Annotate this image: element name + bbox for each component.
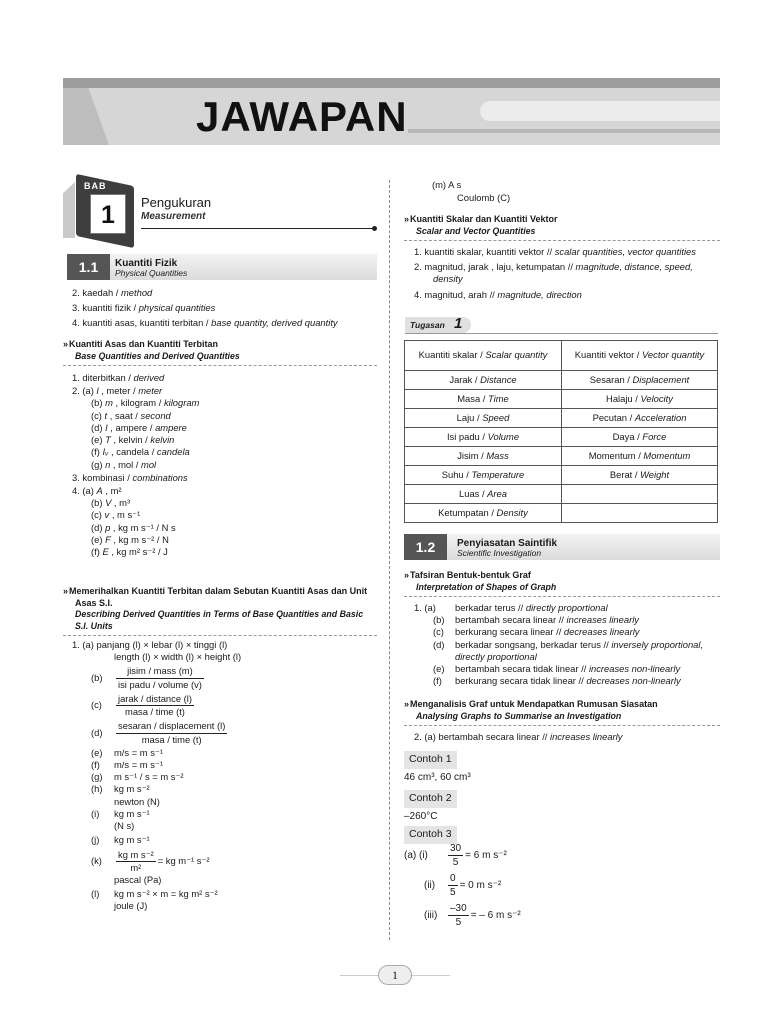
table-row: Laju / Speed Pecutan / Acceleration xyxy=(405,409,718,428)
contoh-answer: 46 cm³, 60 cm³ xyxy=(404,772,471,783)
table-row: Suhu / Temperature Berat / Weight xyxy=(405,466,718,485)
list-item: 2. (a) l , meter / meter xyxy=(72,385,163,397)
derived-answers xyxy=(72,639,372,913)
list-item: 2. magnitud, jarak , laju, ketumpatan // magnitude, distance, speed, xyxy=(414,261,693,273)
contoh-tag: Contoh 1 xyxy=(404,751,457,769)
list-item: (b) m , kilogram / kilogram xyxy=(91,397,200,409)
answer-list xyxy=(414,246,720,301)
section-subtitle: Scientific Investigation xyxy=(457,548,542,558)
table-header: Kuantiti vektor / Vector quantity xyxy=(562,341,718,371)
list-item: (e) T , kelvin / kelvin xyxy=(91,434,175,446)
subhead: » Tafsiran Bentuk-bentuk Graf Interpretation of Shapes of Graph xyxy=(404,570,720,597)
column-divider xyxy=(389,180,390,940)
table-row: Luas / Area xyxy=(405,485,718,504)
contoh-tag: Contoh 3 xyxy=(404,826,457,844)
subhead: » Memerihalkan Kuantiti Terbitan dalam Sebutan Kuantiti Asas dan Unit Asas S.I. Describing Derived Quantities in Terms of Base Quantities and Basic S.I. Units xyxy=(63,586,377,636)
list-item: (d) I , ampere / ampere xyxy=(91,421,187,433)
list-item: 1. (a) berkadar terus // directly proportional xyxy=(414,602,608,613)
header-top-strip xyxy=(63,78,720,88)
tugasan-label: Tugasan xyxy=(410,320,445,330)
quantities-table xyxy=(404,340,718,523)
list-item: (e) bertambah secara tidak linear // increases non-linearly xyxy=(433,663,681,675)
table-row: Masa / Time Halaju / Velocity xyxy=(405,390,718,409)
contoh-3-iii: (iii) $\frac{-30}{5}$ = – 6 m s⁻² xyxy=(424,903,521,928)
list-item: (j) kg m s⁻¹ xyxy=(91,834,150,846)
chapter-title: Pengukuran xyxy=(141,195,212,210)
answer-list xyxy=(72,287,338,330)
list-item: 2. kaedah / method xyxy=(72,287,153,298)
chapter-number: 1 xyxy=(90,194,126,234)
list-item: (f) m/s = m s⁻¹ xyxy=(91,758,163,770)
table-header-row xyxy=(405,341,718,371)
subhead: » Kuantiti Skalar dan Kuantiti Vektor Scalar and Vector Quantities xyxy=(404,214,720,241)
chapter-rule-dot xyxy=(372,226,377,231)
list-item: (e) F , kg m s⁻² / N xyxy=(91,533,169,545)
page-number: 1 xyxy=(378,965,412,985)
graph-answers xyxy=(414,602,720,688)
list-item: (c) berkurang secara linear // decreases linearly xyxy=(433,626,640,638)
list-item: length (l) × width (l) × height (l) xyxy=(114,651,242,663)
header-rule xyxy=(408,129,720,133)
table-row: Isi padu / Volume Daya / Force xyxy=(405,428,718,447)
list-item: (b) V , m³ xyxy=(91,497,131,509)
page-title: JAWAPAN xyxy=(196,93,408,140)
list-item: (g) m s⁻¹ / s = m s⁻² xyxy=(91,771,184,783)
list-item: pascal (Pa) xyxy=(114,873,162,885)
subhead: » Menganalisis Graf untuk Mendapatkan Rumusan Siasatan Analysing Graphs to Summarise an Investigation xyxy=(404,699,720,726)
list-item: (e) m/s = m s⁻¹ xyxy=(91,746,163,758)
table-row: Jisim / Mass Momentum / Momentum xyxy=(405,447,718,466)
section-title: Kuantiti Fizik xyxy=(115,258,178,269)
chapter-bab-label: BAB xyxy=(84,181,107,191)
section-bar xyxy=(67,254,377,280)
badge-shadow xyxy=(63,182,75,238)
list-item: (c) $\frac{\text{jarak / distance (l)}}{\text{masa / time (t)}}$ xyxy=(91,692,192,718)
contoh-3-i: (a) (i) $\frac{30}{5}$ = 6 m s⁻² xyxy=(404,843,507,868)
list-item: 3. kuantiti fizik / physical quantities xyxy=(72,302,216,314)
list-item: (b) $\frac{\text{jisim / mass (m)}}{\text{isi padu / volume (v)}}$ xyxy=(91,665,202,690)
list-item: (g) n , mol / mol xyxy=(91,458,157,470)
list-item: (d) $\frac{\text{sesaran / displacement (l)}}{\text{masa / time (t)}}$ xyxy=(91,720,226,745)
section-bar xyxy=(404,534,720,560)
list-item: (f) E , kg m² s⁻² / J xyxy=(91,546,168,558)
list-item: newton (N) xyxy=(114,795,160,807)
contoh-3-ii: (ii) $\frac{0}{5}$ = 0 m s⁻² xyxy=(424,873,502,898)
section-number: 1.2 xyxy=(404,534,447,560)
list-item: (f) berkurang secara tidak linear // decreases non-linearly xyxy=(433,675,681,687)
list-item: (l) kg m s⁻² × m = kg m² s⁻² xyxy=(91,888,218,900)
section-title: Penyiasatan Saintifik xyxy=(457,538,558,549)
table-row: Jarak / Distance Sesaran / Displacement xyxy=(405,371,718,390)
list-item: (d) p , kg m s⁻¹ / N s xyxy=(91,521,176,533)
list-item: (N s) xyxy=(114,820,135,832)
list-item: 1. diterbitkan / derived xyxy=(72,372,165,383)
subhead: » Kuantiti Asas dan Kuantiti Terbitan Base Quantities and Derived Quantities xyxy=(63,339,377,366)
chapter-rule xyxy=(141,228,375,229)
tugasan-number: 1 xyxy=(454,315,463,332)
table-row: Ketumpatan / Density xyxy=(405,504,718,523)
list-item: 4. (a) A , m² xyxy=(72,484,122,496)
list-item: density xyxy=(433,273,463,285)
list-item: (h) kg m s⁻² xyxy=(91,783,150,795)
list-item: (i) kg m s⁻¹ xyxy=(91,807,150,819)
tugasan-rule xyxy=(405,333,718,334)
list-item: 3. kombinasi / combinations xyxy=(72,471,188,483)
answer-m: (m) A s Coulomb (C) xyxy=(432,179,511,204)
list-item: 1. kuantiti skalar, kuantiti vektor // scalar quantities, vector quantities xyxy=(414,246,696,257)
header-pill xyxy=(480,101,720,121)
answer-list xyxy=(72,372,199,558)
chapter-subtitle: Measurement xyxy=(141,211,206,222)
list-item: (c) t , saat / second xyxy=(91,409,171,421)
contoh-tag: Contoh 2 xyxy=(404,790,457,808)
list-item: (d) berkadar songsang, berkadar terus // inversely proportional, xyxy=(433,638,704,650)
contoh-answer: –260°C xyxy=(404,811,438,822)
section-subtitle: Physical Quantities xyxy=(115,268,188,278)
list-item: (f) Iᵥ , candela / candela xyxy=(91,446,190,458)
list-item: 4. kuantiti asas, kuantiti terbitan / base quantity, derived quantity xyxy=(72,317,338,329)
list-item: 4. magnitud, arah // magnitude, direction xyxy=(414,288,582,300)
list-item: directly proportional xyxy=(455,650,537,662)
table-header: Kuantiti skalar / Scalar quantity xyxy=(405,341,562,371)
list-item: (k) $\frac{\text{kg m s⁻²}}{\text{m²}}$ = kg m⁻¹ s⁻² xyxy=(91,848,210,873)
list-item: (b) bertambah secara linear // increases linearly xyxy=(433,614,639,626)
list-item: 1. (a) panjang (l) × lebar (l) × tinggi (l) xyxy=(72,639,228,650)
section-number: 1.1 xyxy=(67,254,110,280)
list-item: joule (J) xyxy=(114,900,148,912)
list-item: (c) v , m s⁻¹ xyxy=(91,509,141,521)
list-item: 2. (a) bertambah secara linear // increases linearly xyxy=(414,731,623,742)
